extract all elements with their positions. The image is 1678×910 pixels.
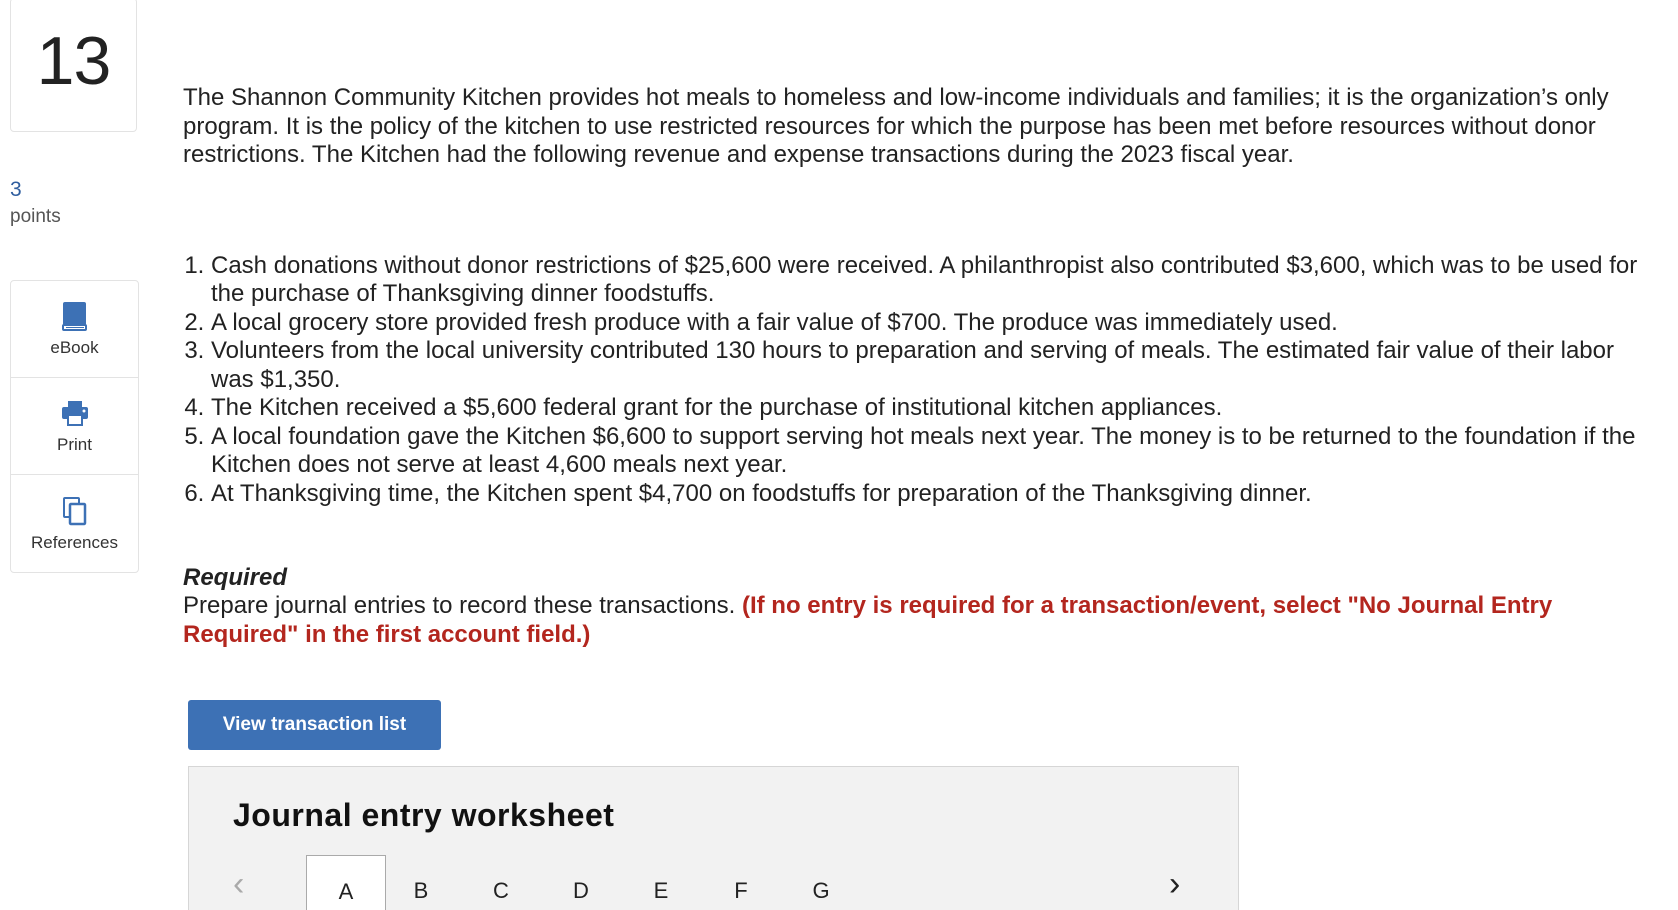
required-heading: Required	[183, 564, 288, 591]
question-number: 13	[36, 23, 111, 99]
tab-g[interactable]: G	[812, 878, 830, 903]
tab-f[interactable]: F	[734, 878, 748, 903]
required-note: (If no entry is required for a transaction/event, select "No Journal Entry Required" in the first account field.)	[183, 592, 1553, 648]
points-value: 3	[10, 178, 22, 201]
list-item: 3. Volunteers from the local university contributed 130 hours to preparation and serving of meals. The estimated fair value of their labor was $1,350.	[211, 337, 1663, 394]
required-instructions	[183, 592, 1663, 649]
list-item: 1. Cash donations without donor restrictions of $25,600 were received. A philanthropist also contributed $3,600, which was to be used for the purchase of Thanksgiving dinner foodstuffs.	[211, 252, 1663, 309]
list-item: 6. At Thanksgiving time, the Kitchen spent $4,700 on foodstuffs for preparation of the Thanksgiving dinner.	[211, 480, 1663, 509]
view-transaction-list-button[interactable]: View transaction list	[188, 700, 441, 750]
chevron-right-icon[interactable]: ›	[1169, 865, 1181, 903]
list-item: 4. The Kitchen received a $5,600 federal grant for the purchase of institutional kitchen appliances.	[211, 394, 1663, 423]
list-item: 2. A local grocery store provided fresh produce with a fair value of $700. The produce was immediately used.	[211, 309, 1663, 338]
ebook-button[interactable]	[11, 281, 138, 378]
tab-a[interactable]: A	[306, 855, 386, 910]
question-content	[183, 84, 1663, 649]
ebook-label: eBook	[50, 338, 99, 357]
tab-d[interactable]: D	[573, 878, 589, 903]
question-number-box	[10, 0, 137, 132]
tab-c[interactable]: C	[493, 878, 509, 903]
required-text: Prepare journal entries to record these transactions.	[183, 592, 742, 619]
book-icon	[60, 300, 90, 332]
question-intro: The Shannon Community Kitchen provides hot meals to homeless and low-income individuals and families; it is the organization’s only program. It is the policy of the kitchen to use restricted resources for which the purpose has been met before resources without donor restrictions. The Kitchen had the following revenue and expense transactions during the 2023 fiscal year.	[183, 84, 1609, 168]
list-item: 5. A local foundation gave the Kitchen $6,600 to support serving hot meals next year. The money is to be returned to the foundation if the Kitchen does not serve at least 4,600 meals next year.	[211, 423, 1663, 480]
references-label: References	[31, 532, 118, 552]
tools-panel	[10, 280, 139, 573]
journal-entry-worksheet	[188, 766, 1239, 910]
chevron-left-icon[interactable]: ‹	[233, 865, 245, 903]
tab-b[interactable]: B	[413, 878, 429, 903]
print-label: Print	[57, 435, 92, 454]
worksheet-tab-nav	[189, 855, 1238, 910]
printer-icon	[60, 397, 90, 429]
worksheet-title: Journal entry worksheet	[233, 797, 615, 833]
points-label: points	[10, 206, 61, 227]
references-button[interactable]	[11, 475, 138, 572]
transaction-list	[183, 252, 1663, 509]
print-button[interactable]	[11, 378, 138, 475]
tab-e[interactable]: E	[653, 878, 669, 903]
copy-icon	[60, 495, 90, 527]
